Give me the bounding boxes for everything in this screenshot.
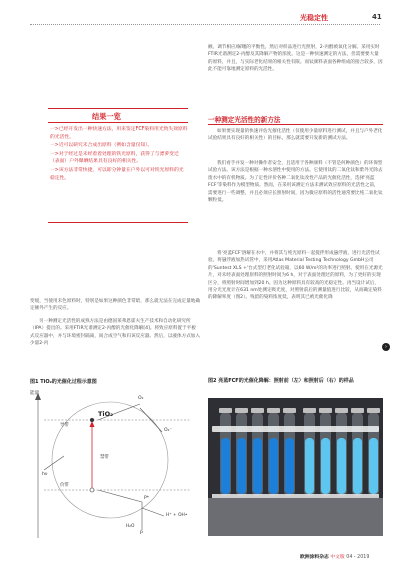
p-label: P: [140, 531, 143, 536]
summary-top-line: [48, 108, 188, 109]
h-oh-label: H⁺ + OH•: [166, 513, 188, 518]
section-title: 光稳定性: [300, 14, 328, 22]
band-gap-label: 禁带: [100, 455, 109, 460]
summary-title-underline: [48, 122, 188, 123]
summary-item: 一>对于经过是未经着着处理的铁光原料，获得了与漂萝变迁（表面）户外曝晒结果具有良好的相关性。: [50, 151, 179, 165]
summary-bottom-line: [48, 222, 188, 223]
figure-1-diagram: [30, 390, 200, 540]
water-oxidation-arrow: [142, 508, 164, 516]
footer: [300, 553, 369, 560]
o2-label: O₂: [138, 396, 144, 401]
summary-list: [50, 126, 188, 182]
tio2-label: TiO₂: [98, 410, 114, 418]
new-method-paragraph-3: 将'亮蓝FCF'溶解在水中，并将其与纯光原料一起搅拌形成悬浮液，进行光活性试验。将悬浮液加热试管中，采用Atlas Material Testing Technology GmbH公司的'Suntest XLS +'台式型灯老化试验箱，以60 W/m²的功率进行照射。使用在光源光片，对未经表面处理原料的照射时间为6 h，对于表面处理过的原料，为了更好的实现区分，将照射时间增加到20 h。因为这种原料具有较高的光稳定性。再当设计试后，用分光光度计在631 nm处测定吸光度，对照射前后的测量值进行比较，从而确定染料的降解率度（图2）。残留的染料浓度低，表明其已被光催化降: [208, 251, 383, 301]
energy-label: 能量: [30, 391, 40, 396]
page-number: 41: [372, 13, 382, 21]
footer-edition: 中文版: [330, 555, 345, 560]
footer-issue: 04・2019: [346, 555, 370, 560]
left-paragraph-1: 变缓，当使用未色原料时，特别是如果这种颜色非常暗，那么就无法在完成定量地确定额外产生的反应。: [30, 299, 200, 312]
hole-to-p: [98, 490, 142, 502]
valence-band-label: 价带: [60, 483, 69, 488]
top-right-paragraph: 额。调节相应/解噻的平衡性。然后对样品进行光照射，2-丙醇被氧化分解。采用实时FTIR光谱测定2-丙醇及其降解产物的浓度。这是一种快速测定的方法，但需要要大量的原料，并且，与实际老化结果的相关性有限。而钛颜料表面各种组成的接合较多，因此不能可靠地测定原料的光活性。: [208, 45, 383, 73]
figure-1-label: 图1 TiO₂的光催化过程示意图: [30, 379, 97, 385]
hv-arrow: [44, 456, 64, 470]
new-method-underline: [208, 124, 383, 125]
new-method-paragraph-1: 如果要实现量的快速评估光催化活性（仅使用少量原料进行测试，并且与户外老化试验结果具有良好的相关性）的目标，那么就需要开发新的测试方法。: [208, 129, 383, 142]
figure-2-photo: [208, 398, 383, 536]
left-paragraph-2: 另一种测定光活性的成熟方法是由德国莱弗恩霍夫生产技术和自动化研究所（IPA）提出的。采用FTIR光谱测定2-丙醇的光催化降解[4]。将致应原料置于平板式反应器中，并与环境密封隔离，间合成空气和归该反应器。然后，以液体方式加入少量2-丙: [30, 319, 200, 347]
new-method-paragraph-2: 我们看手并发一种对操作者安全，且适用于各种颜料（不管是何种颜色）的环保型试验方法。该方法是根据一种水溶性中使用的方法。它使用钛的二氧化钛和紫外光除去废水中的有机物质。为了定性评价各种二氧化钛改性产品的光催化活性，选择'亮蓝FCF'等染料作为模型物质。然而，在采用该测定方法未测试效应原料的光活性之前，需要进行一些调整，并且必须应长照射时间，因为微应原料的活性通常要比纯二氧化钛颗粒低。: [208, 161, 383, 204]
p-star-label: P*: [144, 496, 150, 501]
summary-item: 一>已经开发出一种快速方法，用来鉴定FCF染料用光致失效原料的光活性。: [50, 127, 188, 140]
h2o-label: H₂O: [126, 524, 135, 529]
conduction-band-label: 导带: [60, 423, 69, 428]
summary-item: 一>近可以研究未合成出原料（例如含量仅知）。: [50, 143, 153, 149]
footer-journal: 欧洲涂料杂志: [300, 555, 329, 560]
hole-dot: [90, 488, 94, 492]
o2-minus-label: O₂⁻: [164, 428, 172, 433]
summary-item: 一>该方法非常快捷，可以即分钟量在户外以可对铁光原料的光稳定性。: [50, 167, 184, 181]
header-divider: [30, 24, 380, 25]
electron-dot: [90, 418, 94, 422]
hv-label: hν: [42, 472, 48, 477]
figure-2-label: 图2 亮蓝FCF的光催化降解：照射前（左）和照射后（右）的样品: [208, 378, 354, 384]
continue-arrow-icon: ›: [382, 343, 390, 351]
new-method-title: 一种测定光活性的新方法: [208, 116, 281, 124]
summary-title: 结果一览: [92, 112, 121, 121]
test-tubes-photo: [208, 398, 383, 536]
